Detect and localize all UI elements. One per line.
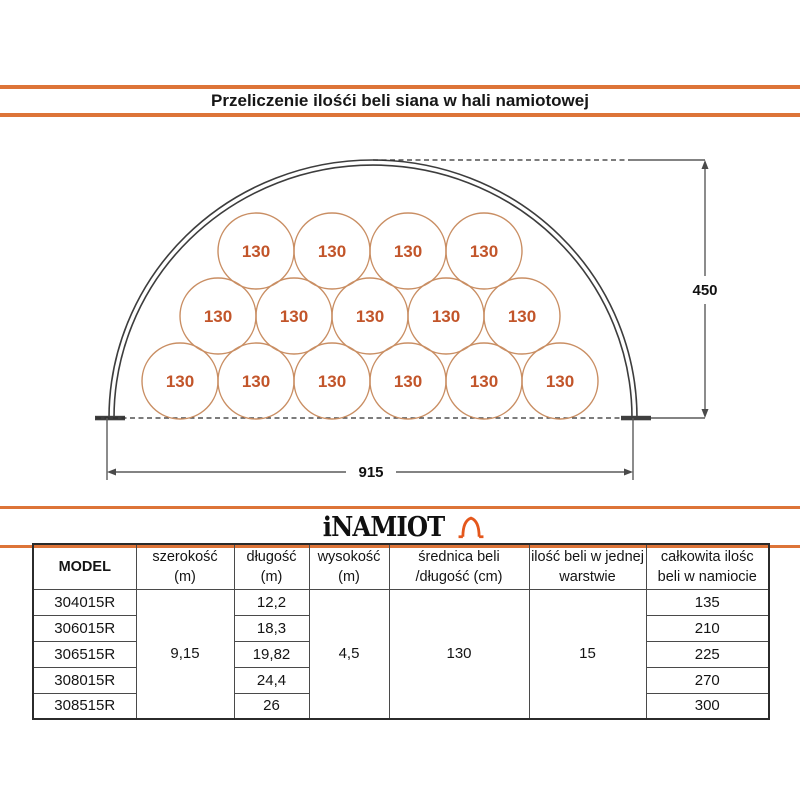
spec-table	[32, 543, 770, 720]
bale-label: 130	[393, 242, 423, 261]
cell-total: 210	[646, 615, 769, 641]
cell-wysokosc-shared: 4,5	[309, 589, 389, 719]
logo	[0, 509, 800, 545]
cell-model: 306015R	[33, 615, 136, 641]
table-header-row	[33, 544, 769, 589]
cell-dlugosc: 24,4	[234, 667, 309, 693]
cell-total: 225	[646, 641, 769, 667]
cell-model: 308515R	[33, 693, 136, 719]
bales-layer	[142, 213, 598, 419]
ground-plate-right	[621, 416, 651, 421]
cell-dlugosc: 19,82	[234, 641, 309, 667]
width-dim-label: 915	[358, 464, 384, 481]
bale-label: 130	[317, 242, 347, 261]
cell-szerokosc-shared: 9,15	[136, 589, 234, 719]
cell-dlugosc: 12,2	[234, 589, 309, 615]
cell-model: 306515R	[33, 641, 136, 667]
header-srednica: średnica beli /długość (cm)	[389, 544, 529, 589]
cell-dlugosc: 26	[234, 693, 309, 719]
header-calkowita: całkowita ilośc beli w namiocie	[646, 544, 769, 589]
cell-warstwa-shared: 15	[529, 589, 646, 719]
width-dim-arrow-right	[624, 469, 633, 476]
bale-label: 130	[393, 372, 423, 391]
bale-label: 130	[165, 372, 195, 391]
logo-wordmark: iNAMIOT	[323, 511, 445, 543]
cell-model: 304015R	[33, 589, 136, 615]
bale-label: 130	[317, 372, 347, 391]
table-row	[33, 589, 769, 615]
header-warstwa: ilość beli w jednej warstwie	[529, 544, 646, 589]
header-model: MODEL	[33, 544, 136, 589]
cell-dlugosc: 18,3	[234, 615, 309, 641]
bale-label: 130	[469, 242, 499, 261]
header-wysokosc: wysokość (m)	[309, 544, 389, 589]
cell-total: 135	[646, 589, 769, 615]
height-dim-label: 450	[692, 282, 718, 299]
title-band-bottom-rule	[0, 113, 800, 117]
bale-label: 130	[241, 242, 271, 261]
tent-arch-icon	[458, 515, 484, 539]
cell-srednica-shared: 130	[389, 589, 529, 719]
bale-label: 130	[469, 372, 499, 391]
tent-diagram	[0, 140, 800, 500]
bale-label: 130	[203, 307, 233, 326]
bale-label: 130	[545, 372, 575, 391]
header-szerokosc: szerokość (m)	[136, 544, 234, 589]
cell-total: 270	[646, 667, 769, 693]
bale-label: 130	[241, 372, 271, 391]
cell-model: 308015R	[33, 667, 136, 693]
bale-label: 130	[355, 307, 385, 326]
bale-label: 130	[279, 307, 309, 326]
bale-label: 130	[431, 307, 461, 326]
page-title: Przeliczenie ilośći beli siana w hali namiotowej	[211, 91, 589, 110]
width-dim-arrow-left	[107, 469, 116, 476]
height-dim-arrow-up	[702, 160, 709, 169]
bale-label: 130	[507, 307, 537, 326]
header-dlugosc: długość (m)	[234, 544, 309, 589]
height-dim-arrow-down	[702, 409, 709, 418]
cell-total: 300	[646, 693, 769, 719]
